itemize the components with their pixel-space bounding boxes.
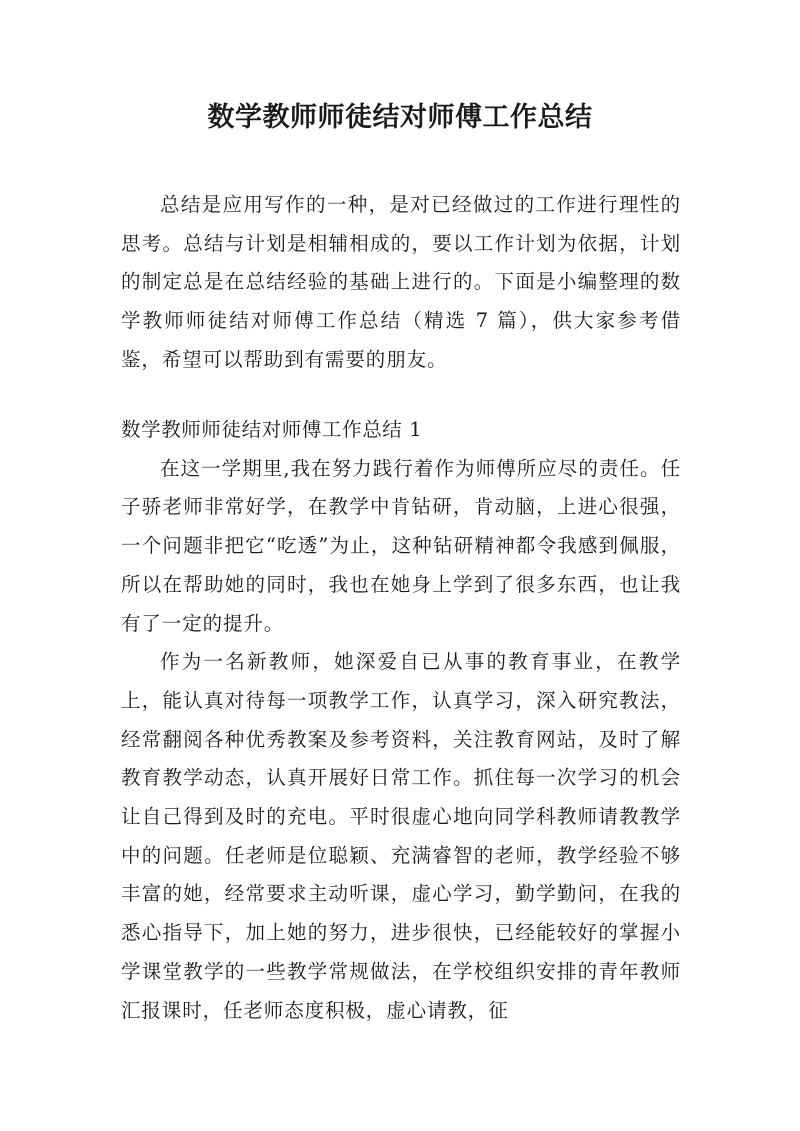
- section-1: [121, 411, 681, 1030]
- body-paragraph-2: 作为一名新教师，她深爱自已从事的教育事业，在教学上，能认真对待每一项教学工作，认真学习，深入研究教法，经常翻阅各种优秀教案及参考资料，关注教育网站，及时了解教育教学动态，认真开展好日常工作。抓住每一次学习的机会让自己得到及时的充电。平时很虚心地向同学科教师请教教学中的问题。任老师是位聪颖、充满睿智的老师，教学经验不够丰富的她，经常要求主动听课，虚心学习，勤学勤问，在我的悉心指导下，加上她的努力，进步很快，已经能较好的掌握小学课堂教学的一些教学常规做法，在学校组织安排的青年教师汇报课时，任老师态度积极，虚心请教，征: [121, 650, 681, 1022]
- intro-paragraph: 总结是应用写作的一种，是对已经做过的工作进行理性的思考。总结与计划是相辅相成的，要以工作计划为依据，计划的制定总是在总结经验的基础上进行的。下面是小编整理的数学教师师徒结对师傅工作总结（精选 7 篇），供大家参考借鉴，希望可以帮助到有需要的朋友。: [121, 193, 681, 371]
- section-heading: 数学教师师徒结对师傅工作总结 1: [121, 418, 423, 441]
- document-title: 数学教师师徒结对师傅工作总结: [207, 102, 593, 133]
- intro-block: [121, 186, 681, 380]
- body-paragraph-1: 在这一学期里,我在努力践行着作为师傅所应尽的责任。任子骄老师非常好学，在教学中肯钻研，肯动脑，上进心很强，一个问题非把它“吃透”为止，这种钻研精神都令我感到佩服，所以在帮助她的同时，我也在她身上学到了很多东西，也让我有了一定的提升。: [121, 456, 681, 635]
